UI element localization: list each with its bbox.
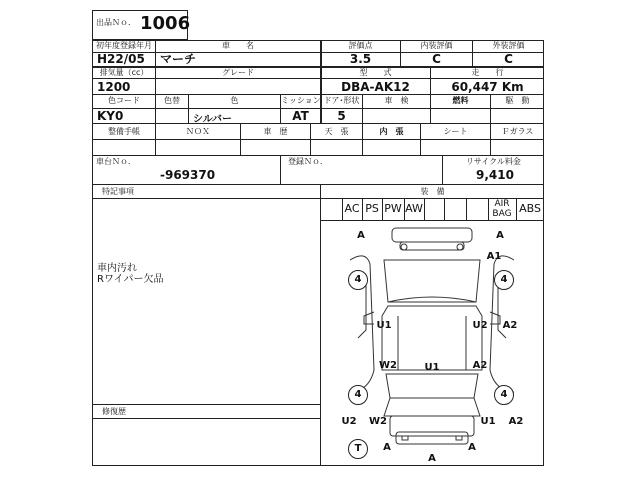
damage-u1-bottom-right: U1 (480, 416, 496, 427)
inspection-label: 車 検 (384, 96, 409, 105)
damage-a-bottom-left: A (383, 442, 391, 453)
equip-ac: AC (344, 202, 360, 215)
lot-number-label: 出品Ｎｏ． (96, 18, 136, 27)
equip-abs: ABS (519, 202, 541, 215)
wheel-rear-right: 4 (494, 385, 514, 405)
color-label: 色 (230, 96, 239, 105)
interior-trim-label: 内 張 (379, 127, 404, 136)
car-diagram (320, 220, 544, 466)
damage-a-bottom: A (428, 453, 436, 464)
roof-label: 天 張 (324, 127, 349, 136)
exterior-value: C (504, 52, 513, 66)
manual-label: 整備手帳 (108, 127, 140, 136)
wheel-rear-left: 4 (348, 385, 368, 405)
equip-airbag: AIR BAG (492, 199, 512, 219)
model-value: DBA-AK12 (341, 80, 410, 94)
transmission-label: ミッション (281, 96, 321, 105)
mileage-label: 走 行 (471, 68, 504, 77)
drive-label: 駆 動 (505, 96, 530, 105)
lot-number: 1006 (140, 13, 191, 34)
damage-top-left: A (357, 230, 365, 241)
recycle-value: 9,410 (476, 168, 514, 182)
reg-no-label: 登録Ｎｏ． (288, 157, 328, 166)
glass-label: Ｆガラス (501, 127, 534, 136)
chassis-label: 車台Ｎｏ． (96, 157, 136, 166)
doors-label: ドア･形状 (323, 96, 360, 105)
car-name-label: 車 名 (222, 41, 254, 50)
score-value: 3.5 (349, 52, 372, 66)
recycle-label: リサイクル料金 (466, 157, 521, 166)
color-code-value: KY0 (97, 109, 124, 123)
first-reg-label: 初年度登録年月 (96, 41, 152, 50)
damage-u2-right: U2 (472, 320, 488, 331)
damage-w2-left: W2 (379, 360, 397, 371)
damage-u1-center: U1 (424, 362, 440, 373)
equip-pw: PW (384, 202, 402, 215)
chassis-value: -969370 (160, 168, 216, 182)
history-label: 車 歴 (263, 127, 288, 136)
notes-label: 特記事項 (102, 187, 134, 196)
damage-a2-bottom-right: A2 (508, 416, 524, 427)
equipment-label: 装 備 (420, 187, 445, 196)
grade-label: グレード (222, 68, 254, 77)
equip-ps: PS (365, 202, 379, 215)
wheel-front-right: 4 (494, 270, 514, 290)
fuel-label: 燃料 (452, 96, 469, 105)
damage-u2-bottom-left: U2 (341, 416, 357, 427)
mileage-value: 60,447 Km (451, 80, 524, 94)
color-value: シルバー (193, 114, 233, 125)
damage-a2-center: A2 (472, 360, 488, 371)
displacement-value: 1200 (97, 80, 131, 94)
model-label: 型 式 (359, 68, 392, 77)
color-code-label: 色コード (108, 96, 140, 105)
car-name-value: マーチ (160, 52, 197, 66)
nox-label: ＮＯＸ (186, 127, 210, 136)
equip-aw: AW (405, 202, 423, 215)
damage-a-bottom-right: A (468, 442, 476, 453)
transmission-value: AT (292, 109, 309, 123)
seat-label: シート (443, 127, 468, 136)
notes-line-1: 車内汚れ (97, 263, 137, 274)
interior-label: 内装評価 (420, 41, 453, 50)
damage-a1-top: A1 (486, 251, 502, 262)
first-reg-value: H22/05 (97, 52, 145, 66)
interior-value: C (432, 52, 441, 66)
notes-line-2: Rワイパー欠品 (97, 274, 164, 285)
doors-value: 5 (337, 109, 346, 123)
damage-top-right: A (496, 230, 504, 241)
repair-label: 修復歴 (102, 407, 126, 416)
damage-t-mark: T (348, 439, 368, 459)
score-label: 評価点 (348, 41, 373, 50)
damage-u1-left: U1 (376, 320, 392, 331)
wheel-front-left: 4 (348, 270, 368, 290)
displacement-label: 排気量（cc） (99, 68, 149, 77)
exterior-label: 外装評価 (492, 41, 525, 50)
damage-a2-right: A2 (502, 320, 518, 331)
color-change-label: 色替 (164, 96, 180, 105)
damage-w2-bottom-left: W2 (369, 416, 387, 427)
